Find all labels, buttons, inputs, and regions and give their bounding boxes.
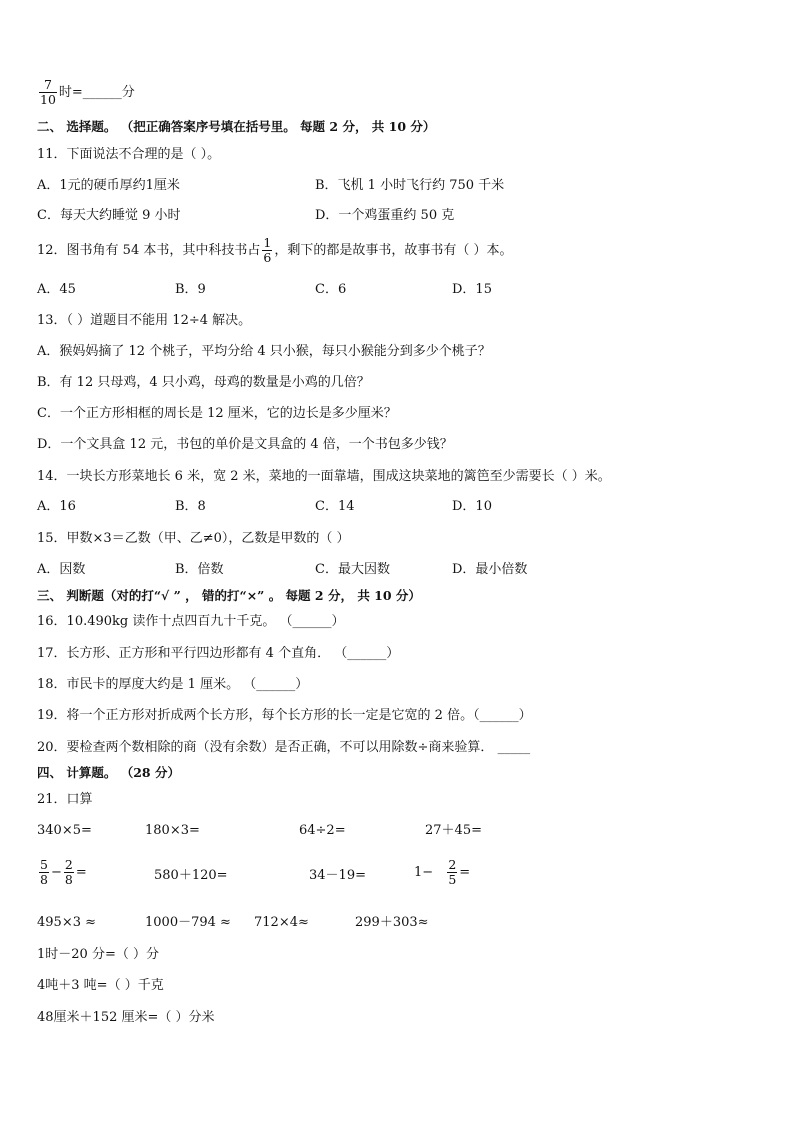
question-15-option-d: D．最小倍数 [452,562,528,577]
question-11-option-b: B．飞机 1 小时飞行约 750 千米 [315,178,505,193]
fraction [64,858,74,887]
question-13-option-d: D．一个文具盒 12 元，书包的单价是文具盒的 4 倍，一个书包多少钱？ [37,437,453,452]
calc-item: 64÷2= [299,823,346,838]
conversion-item: 1时－20 分=（ ）分 [37,947,159,962]
question-11-stem: 11．下面说法不合理的是（ ）。 [37,147,221,162]
operator: − [50,865,62,880]
question-12-stem [37,236,512,265]
calc-item: 1000－794 ≈ [145,915,231,930]
question-11-option-c: C．每天大约睡觉 9 小时 [37,208,181,223]
fraction-numerator: 5 [40,857,48,872]
fraction-numerator: 1 [263,235,272,250]
fraction [39,858,49,887]
fraction-denominator: 8 [64,872,73,887]
equals: = [459,865,471,880]
calc-item: 299＋303≈ [355,915,429,930]
question-17: 17．长方形、正方形和平行四边形都有 4 个直角． （______） [37,646,400,661]
calc-item: 580＋120= [154,868,228,883]
question-14-option-c: C．14 [315,499,355,514]
question-15-option-a: A．因数 [37,562,86,577]
fraction [262,236,272,265]
question-16: 16．10.490kg 读作十点四百九十千克。 （______） [37,614,345,629]
question-13-option-a: A．猴妈妈摘了 12 个桃子，平均分给 4 只小猴，每只小猴能分到多少个桃子？ [37,344,491,359]
question-14-option-d: D．10 [452,499,492,514]
calc-prefix: 1− [414,865,434,880]
question-14-option-b: B．8 [175,499,206,514]
fraction-numerator: 2 [64,857,73,872]
fraction [447,858,457,887]
section-heading-choice: 二、 选择题。 （把正确答案序号填在括号里。 每题 2 分， 共 10 分） [37,119,436,134]
fraction-denominator: 5 [448,872,457,887]
section-heading-calc: 四、 计算题。 （28 分） [37,765,180,780]
question-14-option-a: A．16 [37,499,76,514]
question-15-option-c: C．最大因数 [315,562,390,577]
question-12-text-after: ，剩下的都是故事书，故事书有（ ）本。 [274,243,513,258]
fraction-denominator: 6 [263,250,272,265]
fraction-numerator: 2 [448,857,457,872]
question-12-option-d: D．15 [452,282,492,297]
question-text: 时=______分 [58,85,135,100]
calc-item: 340×5= [37,823,92,838]
question-12-option-c: C．6 [315,282,347,297]
section-heading-judge: 三、 判断题（对的打“√ ” ， 错的打“×” 。 每题 2 分， 共 10 分） [37,588,421,603]
question-15-option-b: B．倍数 [175,562,224,577]
calc-item: 34－19= [309,868,366,883]
calc-item: 27＋45= [425,823,482,838]
conversion-item: 48厘米＋152 厘米=（ ）分米 [37,1010,215,1025]
calc-item: 180×3= [145,823,200,838]
question-14-stem: 14．一块长方形菜地长 6 米，宽 2 米，菜地的一面靠墙，围成这块菜地的篱笆至少需要长（ ）米。 [37,469,611,484]
question-13-stem: 13．（ ）道题目不能用 12÷4 解决。 [37,313,252,328]
question-15-stem: 15．甲数×3＝乙数（甲、乙≠0），乙数是甲数的（ ） [37,531,350,546]
calc-item: 712×4≈ [254,915,309,930]
fill-blank-hours-to-minutes [37,78,135,107]
conversion-item: 4吨＋3 吨=（ ）千克 [37,978,164,993]
fraction [39,78,57,107]
calc-item-one-minus-fraction [414,858,470,887]
calc-item: 495×3 ≈ [37,915,97,930]
question-13-option-b: B．有 12 只母鸡，4 只小鸡，母鸡的数量是小鸡的几倍？ [37,375,370,390]
question-21-label: 21．口算 [37,792,93,807]
calc-item-fraction-subtraction [37,858,87,887]
question-11-option-d: D．一个鸡蛋重约 50 克 [315,208,455,223]
question-13-option-c: C．一个正方形相框的周长是 12 厘米，它的边长是多少厘米？ [37,406,397,421]
question-12-option-b: B．9 [175,282,206,297]
fraction-numerator: 7 [43,77,52,92]
equals: = [75,865,87,880]
question-18: 18．市民卡的厚度大约是 1 厘米。 （______） [37,677,309,692]
fraction-denominator: 10 [40,92,56,107]
fraction-denominator: 8 [40,872,48,887]
question-19: 19．将一个正方形对折成两个长方形，每个长方形的长一定是它宽的 2 倍。（______） [37,708,532,723]
question-20: 20．要检查两个数相除的商（没有余数）是否正确，不可以用除数÷商来验算． _____ [37,740,531,755]
question-12-text-before: 12．图书角有 54 本书，其中科技书占 [37,243,261,258]
question-12-option-a: A．45 [37,282,76,297]
question-11-option-a: A．1元的硬币厚约1厘米 [37,178,180,193]
